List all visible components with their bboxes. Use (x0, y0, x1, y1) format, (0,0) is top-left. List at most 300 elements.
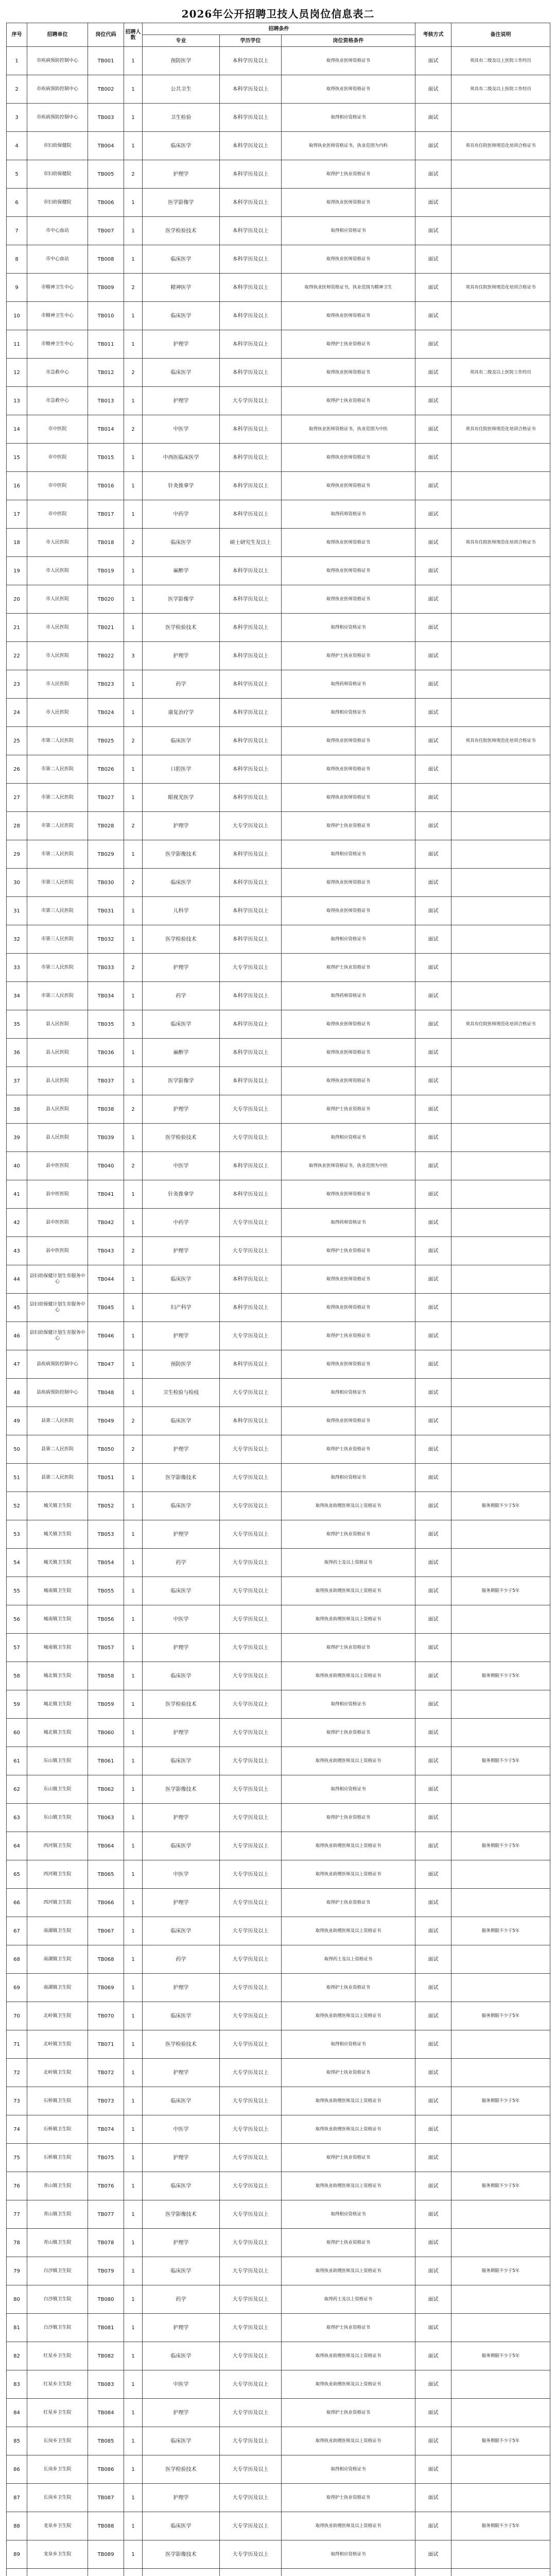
cell-count: 1 (124, 1860, 143, 1889)
cell-count: 1 (124, 1209, 143, 1237)
cell-method: 面试 (415, 359, 451, 387)
cell-unit: 市第二人民医院 (27, 840, 88, 869)
cell-seq: 32 (7, 925, 27, 954)
cell-requirements: 取得执业医师资格证书 (282, 359, 415, 387)
cell-count: 1 (124, 897, 143, 925)
cell-method: 面试 (415, 585, 451, 614)
cell-requirements: 取得相应资格证书 (282, 1124, 415, 1152)
cell-code: TB036 (88, 1039, 124, 1067)
cell-method: 面试 (415, 1095, 451, 1124)
cell-method: 面试 (415, 2540, 451, 2569)
cell-method: 面试 (415, 1294, 451, 1322)
cell-unit: 白沙镇卫生院 (27, 2257, 88, 2285)
cell-unit: 石桥镇卫生院 (27, 2087, 88, 2115)
cell-seq: 5 (7, 160, 27, 189)
cell-notes (451, 1322, 550, 1350)
cell-method: 面试 (415, 132, 451, 160)
cell-education: 大专学历及以上 (220, 1237, 282, 1265)
cell-seq: 38 (7, 1095, 27, 1124)
cell-seq: 71 (7, 2030, 27, 2059)
cell-unit: 市人民医院 (27, 670, 88, 699)
cell-method: 面试 (415, 1010, 451, 1039)
cell-method: 面试 (415, 2370, 451, 2399)
cell-count: 2 (124, 160, 143, 189)
cell-education: 大专学历及以上 (220, 1974, 282, 2002)
cell-education: 本科学历及以上 (220, 75, 282, 104)
cell-education: 本科学历及以上 (220, 359, 282, 387)
cell-requirements: 取得药士及以上资格证书 (282, 1945, 415, 1974)
cell-count: 1 (124, 132, 143, 160)
cell-education: 大专学历及以上 (220, 1209, 282, 1237)
cell-requirements: 取得执业医师资格证书 (282, 47, 415, 75)
cell-code: TB013 (88, 387, 124, 415)
cell-requirements: 取得执业医师资格证书，执业范围为中医 (282, 1152, 415, 1180)
cell-count: 1 (124, 2115, 143, 2144)
cell-major: 临床医学 (143, 2172, 220, 2200)
cell-education: 本科学历及以上 (220, 925, 282, 954)
cell-seq: 65 (7, 1860, 27, 1889)
cell-major: 药学 (143, 982, 220, 1010)
cell-requirements: 取得护士执业资格证书 (282, 1435, 415, 1464)
cell-count: 1 (124, 104, 143, 132)
cell-code: TB052 (88, 1492, 124, 1520)
cell-requirements: 取得执业助理医师及以上资格证书 (282, 1747, 415, 1775)
cell-requirements: 取得护士执业资格证书 (282, 1237, 415, 1265)
cell-major: 护理学 (143, 1719, 220, 1747)
header-education: 学历学位 (220, 35, 282, 47)
cell-requirements: 取得执业医师资格证书 (282, 1350, 415, 1379)
cell-code: TB046 (88, 1322, 124, 1350)
cell-count: 1 (124, 557, 143, 585)
cell-major: 护理学 (143, 2314, 220, 2342)
cell-major: 临床医学 (143, 1407, 220, 1435)
cell-count: 1 (124, 500, 143, 529)
cell-count: 2 (124, 1435, 143, 1464)
cell-seq: 72 (7, 2059, 27, 2087)
cell-code: TB044 (88, 1265, 124, 1294)
cell-count: 1 (124, 2455, 143, 2484)
cell-unit: 市急救中心 (27, 387, 88, 415)
table-row (7, 1407, 550, 1435)
cell-unit: 市第三人民医院 (27, 925, 88, 954)
table-row (7, 1067, 550, 1095)
cell-seq: 54 (7, 1549, 27, 1577)
cell-seq: 30 (7, 869, 27, 897)
cell-count: 1 (124, 1549, 143, 1577)
cell-count: 1 (124, 2427, 143, 2455)
cell-unit: 龙泉乡卫生院 (27, 2512, 88, 2540)
cell-count: 1 (124, 2370, 143, 2399)
cell-code: TB024 (88, 699, 124, 727)
cell-seq: 62 (7, 1775, 27, 1804)
cell-requirements: 取得护士执业资格证书 (282, 1322, 415, 1350)
cell-unit: 市精神卫生中心 (27, 302, 88, 330)
table-row (7, 840, 550, 869)
cell-code: TB084 (88, 2399, 124, 2427)
cell-education: 大专学历及以上 (220, 1095, 282, 1124)
cell-code: TB004 (88, 132, 124, 160)
cell-notes (451, 2540, 550, 2569)
document-sheet (6, 5, 550, 2576)
table-row (7, 1605, 550, 1634)
cell-seq: 46 (7, 1322, 27, 1350)
cell-major: 医学检验技术 (143, 217, 220, 245)
cell-seq: 74 (7, 2115, 27, 2144)
cell-count: 1 (124, 585, 143, 614)
cell-education: 大专学历及以上 (220, 1124, 282, 1152)
cell-major: 医学影像学 (143, 585, 220, 614)
cell-unit: 白沙镇卫生院 (27, 2285, 88, 2314)
cell-count: 1 (124, 75, 143, 104)
cell-code: TB021 (88, 614, 124, 642)
cell-major: 临床医学 (143, 1662, 220, 1690)
header-seq: 序号 (7, 23, 27, 47)
cell-unit: 城北镇卫生院 (27, 1662, 88, 1690)
cell-unit: 城北镇卫生院 (27, 1719, 88, 1747)
cell-unit (27, 2569, 88, 2576)
cell-major: 临床医学 (143, 2002, 220, 2030)
cell-count: 1 (124, 387, 143, 415)
table-row (7, 217, 550, 245)
cell-requirements: 取得护士执业资格证书 (282, 1889, 415, 1917)
cell-method: 面试 (415, 1379, 451, 1407)
cell-unit: 市人民医院 (27, 614, 88, 642)
cell-education: 大专学历及以上 (220, 2115, 282, 2144)
cell-count: 2 (124, 1237, 143, 1265)
cell-code: TB088 (88, 2512, 124, 2540)
cell-requirements: 取得执业医师资格证书 (282, 585, 415, 614)
cell-education: 本科学历及以上 (220, 727, 282, 755)
cell-requirements: 取得护士执业资格证书 (282, 1520, 415, 1549)
table-row (7, 2059, 550, 2087)
table-row (7, 1775, 550, 1804)
cell-count: 2 (124, 415, 143, 444)
cell-method: 面试 (415, 812, 451, 840)
cell-requirements: 取得执业医师资格证书 (282, 189, 415, 217)
cell-count: 1 (124, 2172, 143, 2200)
cell-seq: 81 (7, 2314, 27, 2342)
table-row (7, 2455, 550, 2484)
cell-code: TB012 (88, 359, 124, 387)
cell-unit: 县妇幼保健计划生育服务中心 (27, 1322, 88, 1350)
cell-method: 面试 (415, 925, 451, 954)
cell-notes (451, 869, 550, 897)
cell-notes (451, 189, 550, 217)
cell-requirements: 取得护士执业资格证书 (282, 160, 415, 189)
cell-code: TB018 (88, 529, 124, 557)
cell-method: 面试 (415, 614, 451, 642)
cell-method: 面试 (415, 1917, 451, 1945)
cell-code: TB007 (88, 217, 124, 245)
table-row (7, 2342, 550, 2370)
cell-requirements: 取得护士执业资格证书 (282, 2484, 415, 2512)
cell-unit: 南湖镇卫生院 (27, 1917, 88, 1945)
table-row (7, 1322, 550, 1350)
cell-code: TB006 (88, 189, 124, 217)
cell-education: 本科学历及以上 (220, 104, 282, 132)
cell-code: TB030 (88, 869, 124, 897)
cell-method: 面试 (415, 330, 451, 359)
cell-code: TB025 (88, 727, 124, 755)
cell-code: TB058 (88, 1662, 124, 1690)
cell-count: 1 (124, 1039, 143, 1067)
cell-education: 本科学历及以上 (220, 1039, 282, 1067)
table-row (7, 274, 550, 302)
cell-requirements: 取得护士执业资格证书 (282, 954, 415, 982)
cell-code (88, 2569, 124, 2576)
cell-method: 面试 (415, 1945, 451, 1974)
cell-unit: 龙泉乡卫生院 (27, 2540, 88, 2569)
cell-method: 面试 (415, 1804, 451, 1832)
table-row (7, 1209, 550, 1237)
cell-seq: 43 (7, 1237, 27, 1265)
cell-seq: 85 (7, 2427, 27, 2455)
table-row (7, 2200, 550, 2229)
cell-major: 医学影像技术 (143, 1464, 220, 1492)
cell-code: TB065 (88, 1860, 124, 1889)
cell-method: 面试 (415, 727, 451, 755)
cell-method: 面试 (415, 670, 451, 699)
cell-code: TB089 (88, 2540, 124, 2569)
cell-method: 面试 (415, 2427, 451, 2455)
cell-education: 大专学历及以上 (220, 2030, 282, 2059)
cell-unit: 市人民医院 (27, 642, 88, 670)
cell-major: 卫生检验与检疫 (143, 1379, 220, 1407)
table-row (7, 1832, 550, 1860)
cell-unit: 县中医医院 (27, 1209, 88, 1237)
cell-seq: 52 (7, 1492, 27, 1520)
table-row (7, 1435, 550, 1464)
cell-code: TB037 (88, 1067, 124, 1095)
cell-requirements: 取得执业助理医师及以上资格证书 (282, 2115, 415, 2144)
cell-seq: 89 (7, 2540, 27, 2569)
cell-requirements: 取得执业医师资格证书 (282, 1010, 415, 1039)
cell-requirements (282, 2569, 415, 2576)
cell-unit: 县第二人民医院 (27, 1407, 88, 1435)
cell-notes: 服务期限不少于5年 (451, 2427, 550, 2455)
table-row (7, 2257, 550, 2285)
table-row (7, 699, 550, 727)
cell-education: 本科学历及以上 (220, 472, 282, 500)
cell-notes: 服务期限不少于5年 (451, 2342, 550, 2370)
cell-count: 1 (124, 2484, 143, 2512)
cell-code: TB033 (88, 954, 124, 982)
table-row (7, 982, 550, 1010)
cell-unit: 东山镇卫生院 (27, 1775, 88, 1804)
cell-seq: 58 (7, 1662, 27, 1690)
cell-method: 面试 (415, 2087, 451, 2115)
cell-code: TB015 (88, 444, 124, 472)
cell-notes (451, 1804, 550, 1832)
cell-code: TB060 (88, 1719, 124, 1747)
cell-method: 面试 (415, 897, 451, 925)
cell-requirements: 取得相应资格证书 (282, 2030, 415, 2059)
cell-seq (7, 2569, 27, 2576)
cell-unit: 红星乡卫生院 (27, 2370, 88, 2399)
cell-notes (451, 1945, 550, 1974)
cell-seq: 63 (7, 1804, 27, 1832)
cell-requirements: 取得执业医师资格证书 (282, 1294, 415, 1322)
cell-requirements: 取得护士执业资格证书 (282, 2399, 415, 2427)
cell-major: 中医学 (143, 415, 220, 444)
cell-method: 面试 (415, 1549, 451, 1577)
cell-major: 临床医学 (143, 727, 220, 755)
cell-method: 面试 (415, 274, 451, 302)
cell-requirements: 取得相应资格证书 (282, 2540, 415, 2569)
cell-requirements: 取得护士执业资格证书 (282, 387, 415, 415)
cell-count: 1 (124, 2229, 143, 2257)
cell-unit: 市中医院 (27, 415, 88, 444)
cell-code: TB057 (88, 1634, 124, 1662)
cell-requirements: 取得执业医师资格证书，执业范围为内科 (282, 132, 415, 160)
cell-count: 3 (124, 642, 143, 670)
cell-requirements: 取得执业医师资格证书 (282, 1265, 415, 1294)
cell-method: 面试 (415, 1180, 451, 1209)
cell-code: TB001 (88, 47, 124, 75)
cell-count: 1 (124, 2144, 143, 2172)
cell-seq: 13 (7, 387, 27, 415)
cell-count: 1 (124, 1520, 143, 1549)
cell-requirements: 取得执业医师资格证书 (282, 1180, 415, 1209)
cell-seq: 66 (7, 1889, 27, 1917)
cell-notes (451, 2144, 550, 2172)
cell-major: 临床医学 (143, 2512, 220, 2540)
cell-major: 药学 (143, 1549, 220, 1577)
cell-seq: 28 (7, 812, 27, 840)
cell-seq: 61 (7, 1747, 27, 1775)
cell-major: 临床医学 (143, 302, 220, 330)
cell-notes (451, 897, 550, 925)
cell-unit: 县中医医院 (27, 1237, 88, 1265)
cell-unit: 市第三人民医院 (27, 982, 88, 1010)
header-major: 专业 (143, 35, 220, 47)
cell-requirements: 取得执业医师资格证书 (282, 1039, 415, 1067)
cell-code: TB070 (88, 2002, 124, 2030)
cell-notes (451, 812, 550, 840)
cell-education: 本科学历及以上 (220, 444, 282, 472)
cell-method: 面试 (415, 1067, 451, 1095)
cell-requirements: 取得执业助理医师及以上资格证书 (282, 1917, 415, 1945)
cell-count: 1 (124, 2512, 143, 2540)
cell-code: TB056 (88, 1605, 124, 1634)
cell-code: TB023 (88, 670, 124, 699)
header-unit: 招聘单位 (27, 23, 88, 47)
cell-code: TB074 (88, 2115, 124, 2144)
cell-education: 大专学历及以上 (220, 1577, 282, 1605)
cell-education: 大专学历及以上 (220, 2342, 282, 2370)
cell-major: 护理学 (143, 1435, 220, 1464)
table-row (7, 1747, 550, 1775)
cell-notes: 服务期限不少于5年 (451, 1917, 550, 1945)
cell-notes (451, 2059, 550, 2087)
cell-seq: 18 (7, 529, 27, 557)
cell-education: 本科学历及以上 (220, 585, 282, 614)
cell-notes (451, 642, 550, 670)
table-body (7, 47, 550, 2576)
cell-unit: 县人民医院 (27, 1010, 88, 1039)
cell-code: TB027 (88, 784, 124, 812)
cell-major: 中药学 (143, 500, 220, 529)
cell-major: 公共卫生 (143, 75, 220, 104)
cell-count: 1 (124, 1917, 143, 1945)
cell-code: TB079 (88, 2257, 124, 2285)
cell-major: 护理学 (143, 2399, 220, 2427)
cell-count: 2 (124, 869, 143, 897)
cell-code: TB064 (88, 1832, 124, 1860)
cell-major: 口腔医学 (143, 755, 220, 784)
cell-unit: 县人民医院 (27, 1124, 88, 1152)
table-row (7, 2229, 550, 2257)
cell-seq: 16 (7, 472, 27, 500)
cell-method: 面试 (415, 642, 451, 670)
cell-requirements: 取得执业助理医师及以上资格证书 (282, 2087, 415, 2115)
cell-major: 中医学 (143, 2115, 220, 2144)
header-conditions: 招聘条件 (143, 23, 415, 35)
cell-major: 医学检验技术 (143, 2455, 220, 2484)
table-row (7, 302, 550, 330)
cell-education: 本科学历及以上 (220, 1067, 282, 1095)
cell-code: TB028 (88, 812, 124, 840)
cell-major: 护理学 (143, 1974, 220, 2002)
cell-method: 面试 (415, 302, 451, 330)
cell-unit: 城南镇卫生院 (27, 1577, 88, 1605)
cell-seq: 59 (7, 1690, 27, 1719)
table-row (7, 897, 550, 925)
cell-seq: 9 (7, 274, 27, 302)
cell-education: 大专学历及以上 (220, 1775, 282, 1804)
cell-major: 眼视光医学 (143, 784, 220, 812)
cell-seq: 31 (7, 897, 27, 925)
cell-code: TB049 (88, 1407, 124, 1435)
cell-count: 1 (124, 472, 143, 500)
cell-education: 本科学历及以上 (220, 784, 282, 812)
cell-count: 1 (124, 1775, 143, 1804)
cell-requirements: 取得执业医师资格证书 (282, 557, 415, 585)
cell-code: TB054 (88, 1549, 124, 1577)
cell-education: 大专学历及以上 (220, 387, 282, 415)
table-row (7, 160, 550, 189)
cell-education: 本科学历及以上 (220, 415, 282, 444)
cell-major: 临床医学 (143, 1917, 220, 1945)
cell-code: TB062 (88, 1775, 124, 1804)
cell-requirements: 取得相应资格证书 (282, 1379, 415, 1407)
cell-seq: 67 (7, 1917, 27, 1945)
cell-major: 针灸推拿学 (143, 1180, 220, 1209)
cell-education: 本科学历及以上 (220, 1294, 282, 1322)
cell-notes (451, 699, 550, 727)
table-row (7, 755, 550, 784)
cell-code: TB026 (88, 755, 124, 784)
cell-code: TB059 (88, 1690, 124, 1719)
cell-requirements: 取得药师资格证书 (282, 982, 415, 1010)
cell-count: 1 (124, 1322, 143, 1350)
cell-requirements: 取得执业助理医师及以上资格证书 (282, 2257, 415, 2285)
cell-education: 大专学历及以上 (220, 1605, 282, 1634)
cell-method: 面试 (415, 2059, 451, 2087)
cell-count: 1 (124, 925, 143, 954)
cell-major: 临床医学 (143, 529, 220, 557)
cell-unit: 县人民医院 (27, 1067, 88, 1095)
cell-code: TB005 (88, 160, 124, 189)
cell-requirements: 取得执业医师资格证书 (282, 75, 415, 104)
cell-notes: 服务期限不少于5年 (451, 2257, 550, 2285)
table-row (7, 2087, 550, 2115)
table-row (7, 444, 550, 472)
cell-count: 2 (124, 1152, 143, 1180)
table-row (7, 132, 550, 160)
cell-count: 2 (124, 1095, 143, 1124)
cell-method: 面试 (415, 415, 451, 444)
